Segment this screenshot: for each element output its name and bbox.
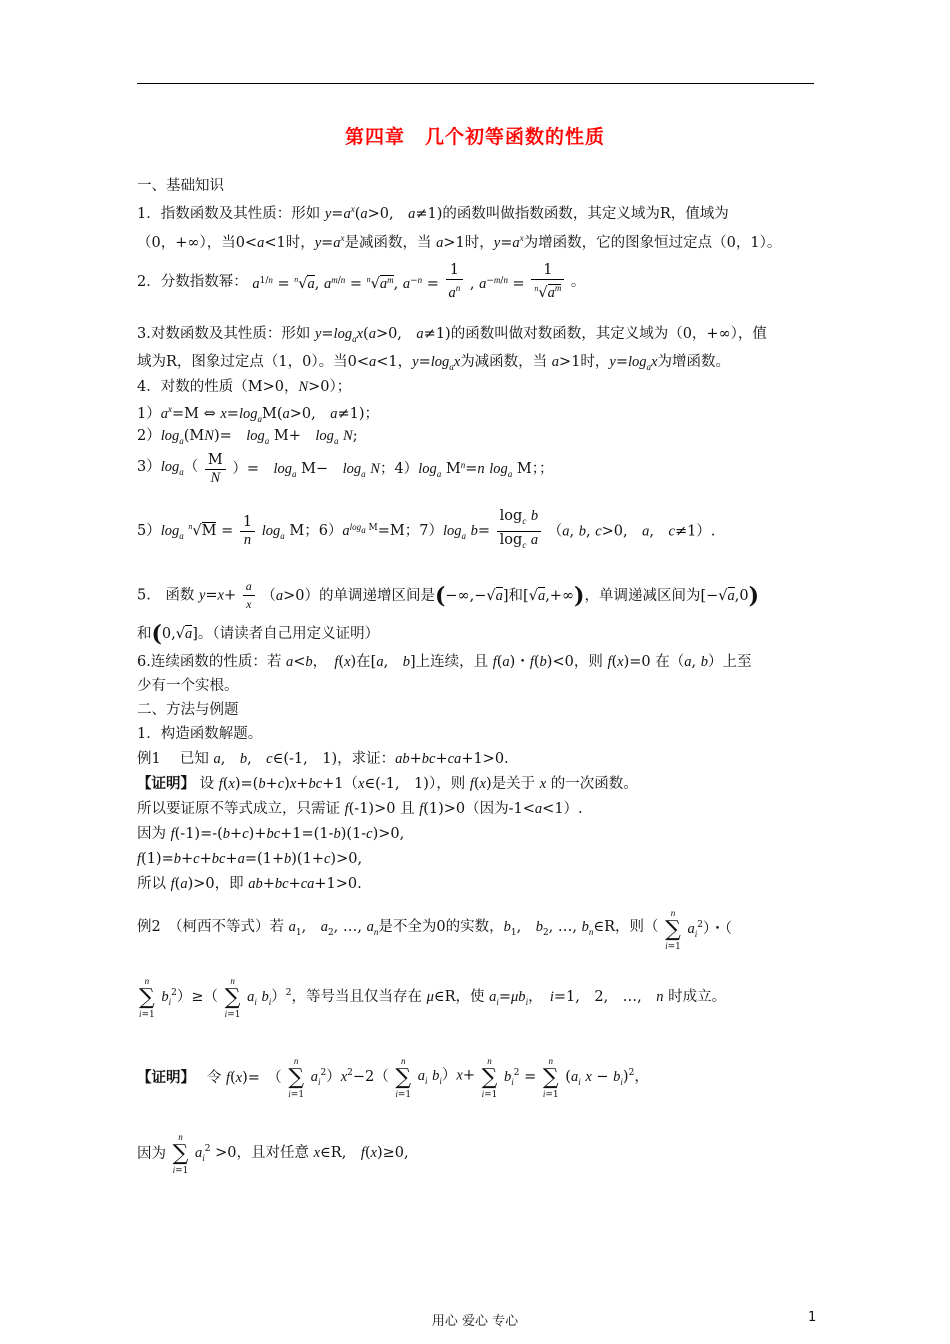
example-2-line-1: 例2 （柯西不等式）若 $a_1$, $a_2$, …, $a_n$是不全为0的实数，$b_1$, $b_2$, …, $b_n\in R$，则（ n ∑ i=1 $a_i^2$）・（: [137, 908, 733, 952]
page-footer: 用心 爱心 专心: [431, 1314, 519, 1329]
para-6-line-1: 6.连续函数的性质：若 a<b， f(x)在[a, b]上连续，且 f(a)・f(b)<0，则 f(x)=0 在（a, b）上至: [137, 654, 752, 670]
section-heading-basics: 一、基础知识: [137, 178, 224, 194]
para-4-log-properties: 4．对数的性质（M>0，N>0）；: [137, 379, 352, 395]
log-prop-5-6-7: $5)\log_a$ $^n$√M = $\frac{1}{n}$ $\log_a M$；$6)a^{log_a M}=M$；$7)\log_a$ b= $\frac{\log_c b}{\log_c a}$ （a, b, c>0, a, c≠1）.: [137, 508, 716, 550]
proof-1-line-5: 所以 f(a)>0，即 ab+bc+ca+1>0.: [137, 876, 362, 892]
example-1: 例1 已知 a, b, c∈(-1, 1)，求证：ab+bc+ca+1>0.: [137, 751, 509, 767]
example-2-line-2: n ∑ i=1 $b_i^2)\ge$（ n ∑ i=1 $a_i$ $b_i)^2$，等号当且仅当存在 μ∈R，使 $a_i=\mu b_i$， i=1, 2, …, n 时成立。: [139, 976, 727, 1020]
proof-1-line-1: 【证明】 设 f(x)=(b+c)x+bc+1（x∈(-1, 1)），则 f(x)是关于 x 的一次函数。: [137, 775, 638, 792]
para-1-line-1: 1．指数函数及其性质：形如 $y=a^x(a>0$, a≠1)的函数叫做指数函数，其定义域为R，值域为: [137, 204, 729, 222]
proof-1-line-4: f(1)=b+c+bc+a=(1+b)(1+c)>0,: [137, 851, 363, 867]
log-prop-1: $1)a^x=M$ ⇔ $x=\log_aM(a>0$, a≠1)；: [137, 404, 380, 424]
para-5-line-1: 5. 函数 y=x+ $\frac{a}{x}$ （a>0）的单调递增区间是(−∞,−√a]和[√a,+∞)，单调递减区间为[−√a,0): [137, 579, 760, 611]
para-3-line-2: 域为R，图象过定点（1，0）。当0<a<1，$y=\log_ax$为减函数，当 a>1时，$y=\log_ax$为增函数。: [137, 354, 730, 372]
para-3-line-1: 3.对数函数及其性质：形如 $y=\log_ax(a>0$, a≠1)的函数叫做对数函数，其定义域为（0，+∞），值: [137, 326, 767, 344]
page-number: 1: [808, 1310, 817, 1325]
header-rule: [137, 83, 814, 84]
proof-2-line-2: 因为 n ∑ i=1 $a_i^2 >0$，且对任意 x∈R, f(x)≥0,: [137, 1132, 409, 1176]
log-prop-3-4: $3)\log_a$（ $\frac{M}{N}$ ）= $\log_a M-$ $\log_a N$；$4)\log_a$ $M^n=n$ $\log_a M$；；: [137, 452, 554, 486]
log-prop-2: $2)\log_a(MN)=$ $\log_a M+$ $\log_a N$;: [137, 428, 358, 446]
para-6-line-2: 少有一个实根。: [137, 678, 239, 694]
para-1-line-2: （0，+∞），当0<a<1时，$y=a^x$是减函数，当 a>1时，$y=a^x$为增函数，它的图象恒过定点（0，1）。: [137, 233, 782, 251]
chapter-title: 第四章 几个初等函数的性质: [344, 126, 605, 148]
proof-1-line-3: 因为 f(-1)=-(b+c)+bc+1=(1-b)(1-c)>0,: [137, 826, 405, 842]
proof-2-line-1: 【证明】 令 f(x)= （ n ∑ i=1 $a_i^2)x^2-2$（ n ∑ i=1 $a_i$ $b_i)x+$ n ∑ i=1 $b_i^2$ = n ∑ i=1 ($a_i$ $x - b_i)^2$，: [137, 1056, 649, 1100]
section-heading-methods: 二、方法与例题: [137, 702, 239, 718]
para-2-fractional-exponents: 2．分数指数幂： $a^{1/n} = ^n√a$, $a^{m/n} = ^n√a^m$, $a^{-n}$ = $\frac{1}{a^n}$ , $a^{-m/n}$ = $\frac{1}{^n√a^m}$ 。: [137, 262, 586, 301]
para-5-line-2: 和(0,√a]。（请读者自己用定义证明）: [137, 621, 380, 647]
method-1-heading: 1．构造函数解题。: [137, 726, 263, 742]
proof-1-line-2: 所以要证原不等式成立，只需证 f(-1)>0 且 f(1)>0（因为-1<a<1）.: [137, 801, 583, 817]
